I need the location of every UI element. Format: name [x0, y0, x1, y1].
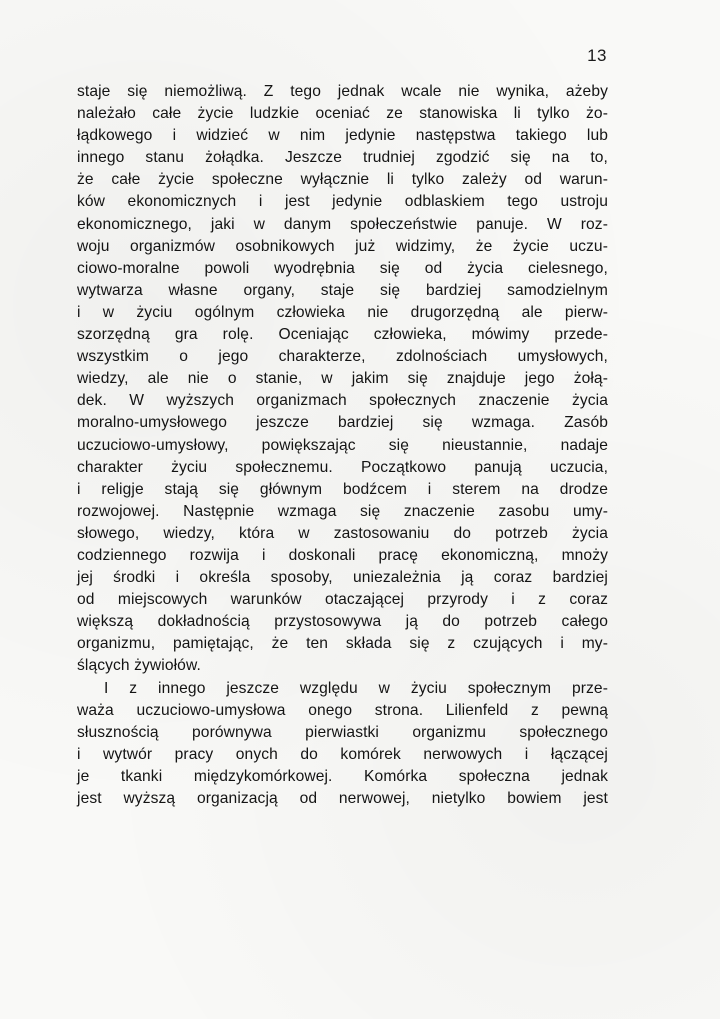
text-line: uczuciowo-umysłowy, powiększając się nieustannie, nadaje: [77, 436, 608, 454]
text-line: woju organizmów osobnikowych już widzimy, że życie uczu-: [77, 237, 608, 255]
text-line: większą dokładnością przystosowywa ją do potrzeb całego: [77, 613, 608, 631]
text-line: słusznością porównywa pierwiastki organizmu społecznego: [77, 723, 608, 741]
text-line: staje się niemożliwą. Z tego jednak wcale nie wynika, ażeby: [77, 83, 608, 100]
text-line: wytwarza własne organy, staje się bardziej samodzielnym: [77, 281, 608, 299]
text-line: je tkanki międzykomórkowej. Komórka społeczna jednak: [77, 767, 608, 785]
text-line: wszystkim o jego charakterze, zdolnościach umysłowych,: [77, 348, 608, 366]
text-line: innego stanu żołądka. Jeszcze trudniej zgodzić się na to,: [77, 149, 608, 167]
text-line: wiedzy, ale nie o stanie, w jakim się znajduje jego żołą-: [77, 370, 608, 388]
text-line: ciowo-moralne powoli wyodrębnia się od życia cielesnego,: [77, 259, 608, 277]
text-line: moralno-umysłowego jeszcze bardziej się wzmaga. Zasób: [77, 414, 608, 432]
text-line: i religje stają się głównym bodźcem i sterem na drodze: [77, 480, 608, 498]
body-text: [77, 81, 608, 810]
text-line: I z innego jeszcze względu w życiu społecznym prze-: [104, 679, 608, 697]
text-line: codziennego rozwija i doskonali pracę ekonomiczną, mnoży: [77, 546, 608, 564]
text-line: ekonomicznego, jaki w danym społeczeństwie panuje. W roz-: [77, 215, 608, 233]
text-line: szorzędną gra rolę. Oceniając człowieka, mówimy przede-: [77, 326, 608, 344]
text-line: i wytwór pracy onych do komórek nerwowych i łączącej: [77, 745, 608, 763]
text-line: ków ekonomicznych i jest jedynie odblaskiem tego ustroju: [77, 193, 608, 211]
text-line: od miejscowych warunków otaczającej przyrody i z coraz: [77, 591, 608, 609]
text-line: rozwojowej. Następnie wzmaga się znaczenie zasobu umy-: [77, 502, 608, 520]
page-number: 13: [587, 46, 607, 65]
text-line: łądkowego i widzieć w nim jedynie następstwa takiego lub: [77, 127, 608, 145]
text-line: charakter życiu społecznemu. Początkowo panują uczucia,: [77, 458, 608, 476]
text-line: słowego, wiedzy, która w zastosowaniu do potrzeb życia: [77, 524, 608, 542]
text-line: dek. W wyższych organizmach społecznych znaczenie życia: [77, 392, 608, 410]
text-line: i w życiu ogólnym człowieka nie drugorzędną ale pierw-: [77, 303, 608, 321]
text-line: ślących żywiołów.: [77, 657, 201, 675]
text-line: waża uczuciowo-umysłowa onego strona. Lilienfeld z pewną: [77, 701, 608, 719]
text-line: jej środki i określa sposoby, uniezależnia ją coraz bardziej: [77, 569, 608, 587]
text-line: organizmu, pamiętając, że ten składa się z czujących i my-: [77, 635, 608, 653]
text-line: należało całe życie ludzkie oceniać ze stanowiska li tylko żo-: [77, 105, 608, 123]
text-line: że całe życie społeczne wyłącznie li tylko zależy od warun-: [77, 171, 608, 189]
text-line: jest wyższą organizacją od nerwowej, nietylko bowiem jest: [77, 790, 608, 807]
